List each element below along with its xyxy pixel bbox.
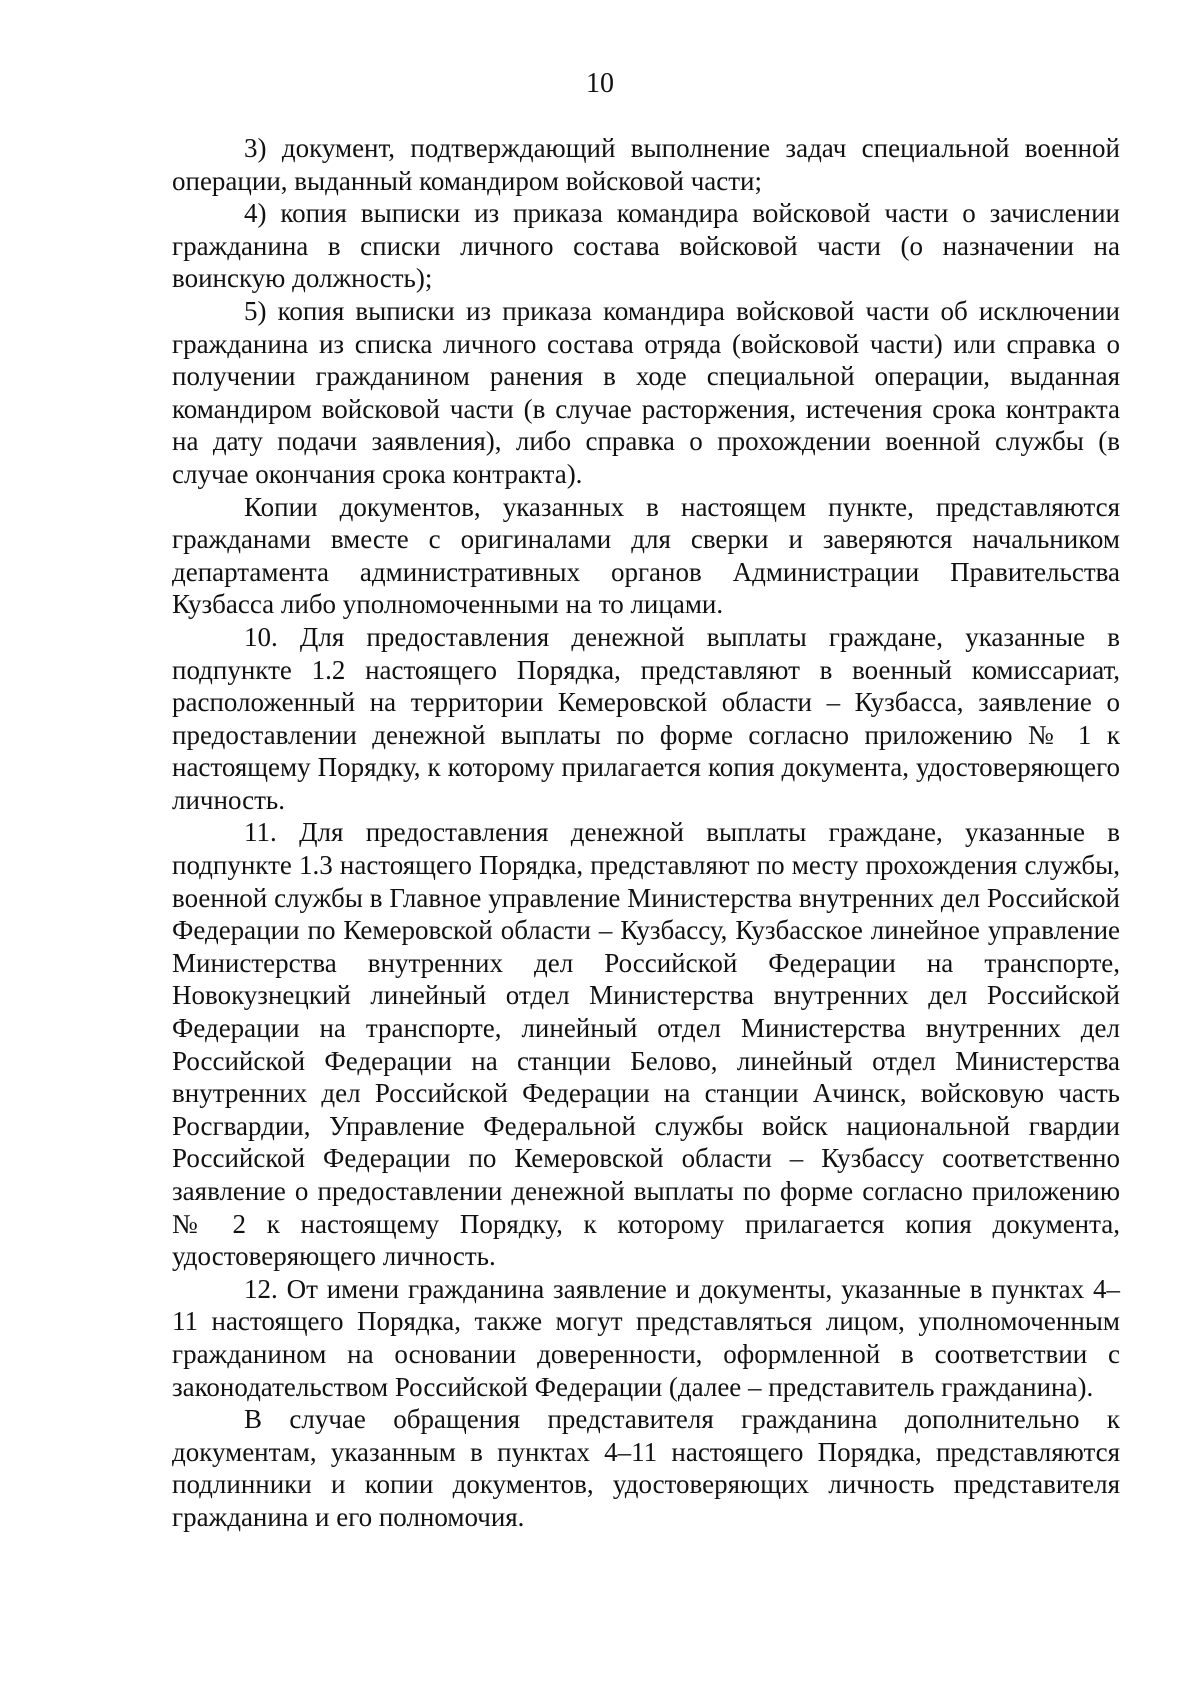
paragraph-copies-note: Копии документов, указанных в настоящем пункте, представляются гражданами вместе с оригиналами для сверки и заверяются начальником департамента административных органов Администрации Правительства Кузбасса либо уполномоченными на то лицами. <box>172 491 1120 620</box>
paragraph-item-4: 4) копия выписки из приказа командира войсковой части о зачислении гражданина в списки личного состава войсковой части (о назначении на воинскую должность); <box>172 198 1120 294</box>
document-body <box>172 132 1120 1534</box>
paragraph-item-5: 5) копия выписки из приказа командира войсковой части об исключении гражданина из списка личного состава отряда (войсковой части) или справка о получении гражданином ранения в ходе специальной операции, выданная командиром войсковой части (в случае расторжения, истечения срока контракта на дату подачи заявления), либо справка о прохождении военной службы (в случае окончания срока контракта). <box>172 295 1120 489</box>
paragraph-item-3: 3) документ, подтверждающий выполнение задач специальной военной операции, выданный командиром войсковой части; <box>172 133 1120 196</box>
page-number: 10 <box>586 68 614 99</box>
paragraph-clause-10: 10. Для предоставления денежной выплаты граждане, указанные в подпункте 1.2 настоящего Порядка, представляют в военный комиссариат, расположенный на территории Кемеровской области – Кузбасса, заявление о предоставлении денежной выплаты по форме согласно приложению № 1 к настоящему Порядку, к которому прилагается копия документа, удостоверяющего личность. <box>172 621 1120 815</box>
paragraph-representative-note: В случае обращения представителя гражданина дополнительно к документам, указанным в пунктах 4–11 настоящего Порядка, представляются подлинники и копии документов, удостоверяющих личность представителя гражданина и его полномочия. <box>172 1404 1120 1532</box>
paragraph-clause-11: 11. Для предоставления денежной выплаты граждане, указанные в подпункте 1.3 настоящего Порядка, представляют по месту прохождения службы, военной службы в Главное управление Министерства внутренних дел Российской Федерации по Кемеровской области – Кузбассу, Кузбасское линейное управление Министерства внутренних дел Российской Федерации на транспорте, Новокузнецкий линейный отдел Министерства внутренних дел Российской Федерации на транспорте, линейный отдел Министерства внутренних дел Российской Федерации на станции Белово, линейный отдел Министерства внутренних дел Российской Федерации на станции Ачинск, войсковую часть Росгвардии, Управление Федеральной службы войск национальной гвардии Российской Федерации по Кемеровской области – Кузбассу соответственно заявление о предоставлении денежной выплаты по форме согласно приложению № 2 к настоящему Порядку, к которому прилагается копия документа, удостоверяющего личность. <box>172 817 1120 1272</box>
paragraph-clause-12: 12. От имени гражданина заявление и документы, указанные в пунктах 4–11 настоящего Порядка, также могут представляться лицом, уполномоченным гражданином на основании доверенности, оформленной в соответствии с законодательством Российской Федерации (далее – представитель гражданина). <box>172 1273 1120 1402</box>
